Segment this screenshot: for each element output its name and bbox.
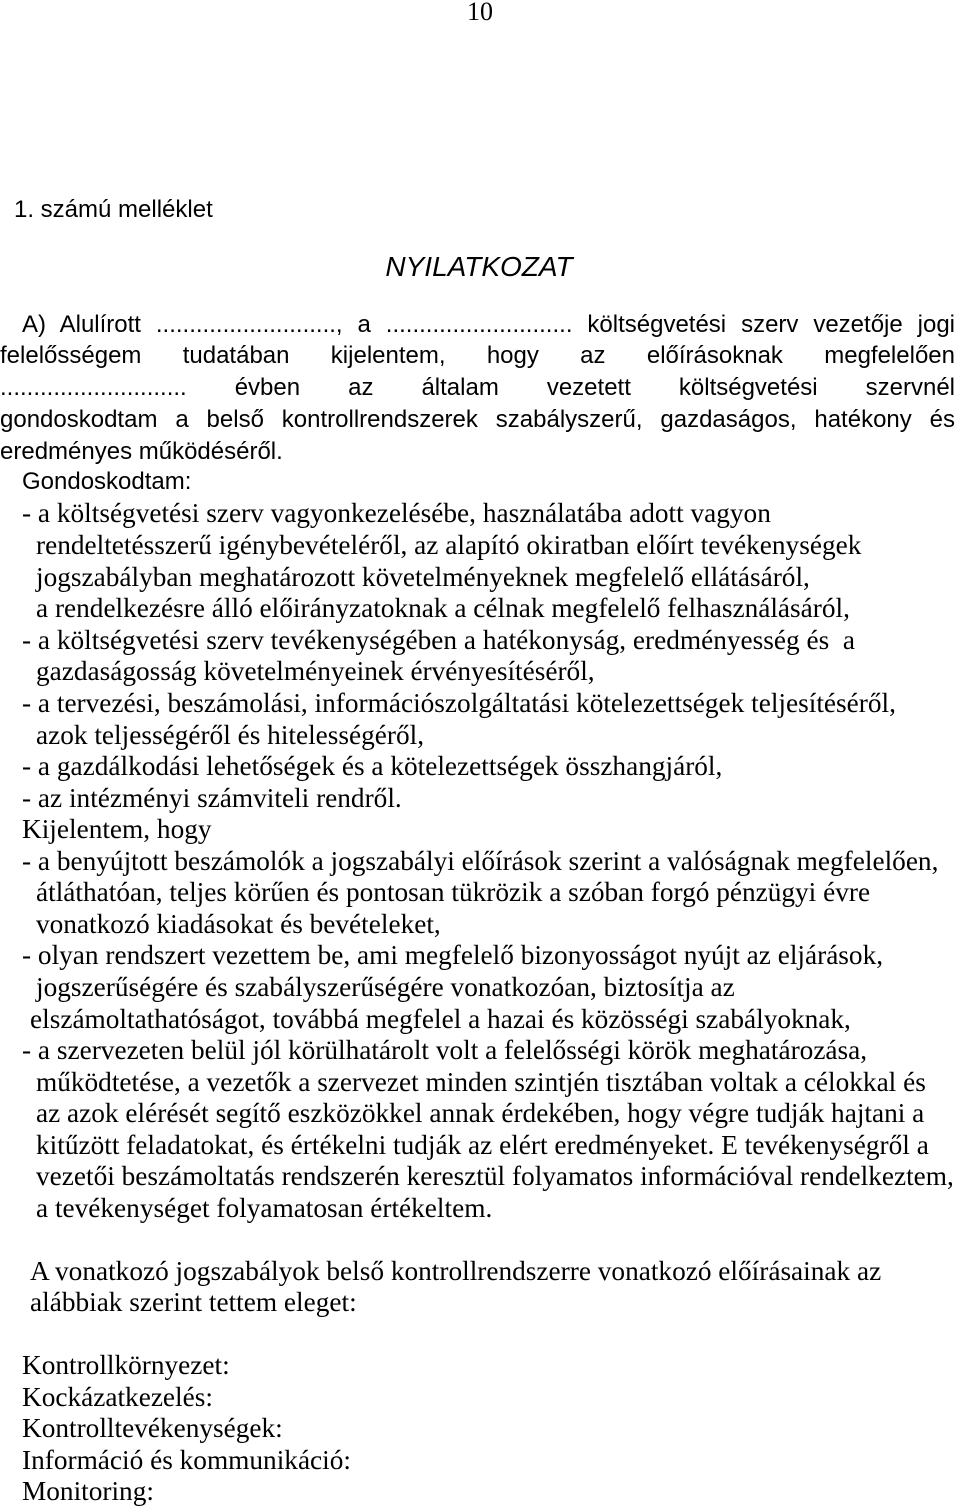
control-item: Monitoring: — [22, 1476, 154, 1506]
list-line: jogszerűségére és szabályszerűségére vonatkozóan, biztosítja az — [36, 972, 735, 1002]
list-line: átláthatóan, teljes körűen és pontosan tükrözik a szóban forgó pénzügyi évre — [36, 877, 871, 907]
compliance-line: A vonatkozó jogszabályok belső kontrollrendszerre vonatkozó előírásainak az — [30, 1256, 882, 1286]
list-line: kitűzött feladatokat, és értékelni tudják az elért eredményeket. E tevékenységről a — [36, 1130, 929, 1160]
intro-line: felelősségem tudatában kijelentem, hogy az előírásoknak megfelelően — [0, 342, 955, 369]
intro-line: gondoskodtam a belső kontrollrendszerek szabályszerű, gazdaságos, hatékony és — [0, 406, 955, 433]
list-line: azok teljességéről és hitelességéről, — [36, 720, 425, 750]
section-heading: Gondoskodtam: — [22, 468, 192, 495]
list-line: - a benyújtott beszámolók a jogszabályi előírások szerint a valóságnak megfelelően, — [22, 846, 939, 876]
list-line: - olyan rendszert vezettem be, ami megfelelő bizonyosságot nyújt az eljárások, — [22, 940, 884, 970]
compliance-line: alábbiak szerint tettem eleget: — [30, 1287, 357, 1317]
list-line: vonatkozó kiadásokat és bevételeket, — [36, 909, 441, 939]
list-line: az azok elérését segítő eszközökkel annak érdekében, hogy végre tudják hajtani a — [36, 1098, 925, 1128]
list-line: - a költségvetési szerv vagyonkezelésébe, használatába adott vagyon — [22, 498, 771, 528]
control-item: Kockázatkezelés: — [22, 1382, 213, 1412]
list-line: a tevékenységet folyamatosan értékeltem. — [36, 1193, 493, 1223]
section-heading: Kijelentem, hogy — [22, 814, 212, 844]
control-item: Kontrollkörnyezet: — [22, 1350, 230, 1380]
list-line: - az intézményi számviteli rendről. — [22, 783, 402, 813]
page-number: 10 — [467, 0, 493, 26]
document-title: NYILATKOZAT — [385, 251, 573, 282]
intro-line: ............................ évben az általam vezetett költségvetési szervnél — [0, 374, 955, 401]
list-line: gazdaságosság követelményeinek érvényesítéséről, — [36, 656, 595, 686]
list-line: - a gazdálkodási lehetőségek és a kötelezettségek összhangjáról, — [22, 751, 723, 781]
list-line: - a tervezési, beszámolási, információszolgáltatási kötelezettségek teljesítéséről, — [22, 688, 896, 718]
list-line: vezetői beszámoltatás rendszerén keresztül folyamatos információval rendelkeztem, — [36, 1161, 954, 1191]
list-line: a rendelkezésre álló előirányzatoknak a célnak megfelelő felhasználásáról, — [36, 593, 850, 623]
list-line: jogszabályban meghatározott követelményeknek megfelelő ellátásáról, — [36, 562, 810, 592]
control-item: Kontrolltevékenységek: — [22, 1413, 283, 1443]
list-line: - a szervezeten belül jól körülhatárolt volt a felelősségi körök meghatározása, — [22, 1035, 868, 1065]
list-line: elszámoltathatóságot, továbbá megfelel a hazai és közösségi szabályoknak, — [30, 1004, 851, 1034]
intro-line: A) Alulírott ..........................., a ............................ költségvetési szerv vezetője jogi — [22, 311, 955, 338]
control-item: Információ és kommunikáció: — [22, 1445, 351, 1475]
list-line: működtetése, a vezetők a szervezet minden szintjén tisztában voltak a célokkal és — [36, 1067, 926, 1097]
list-line: - a költségvetési szerv tevékenységében a hatékonyság, eredményesség és a — [22, 625, 855, 655]
list-line: rendeltetésszerű igénybevételéről, az alapító okiratban előírt tevékenységek — [36, 530, 862, 560]
intro-line: eredményes működéséről. — [0, 438, 283, 465]
annex-label: 1. számú melléklet — [14, 196, 213, 223]
